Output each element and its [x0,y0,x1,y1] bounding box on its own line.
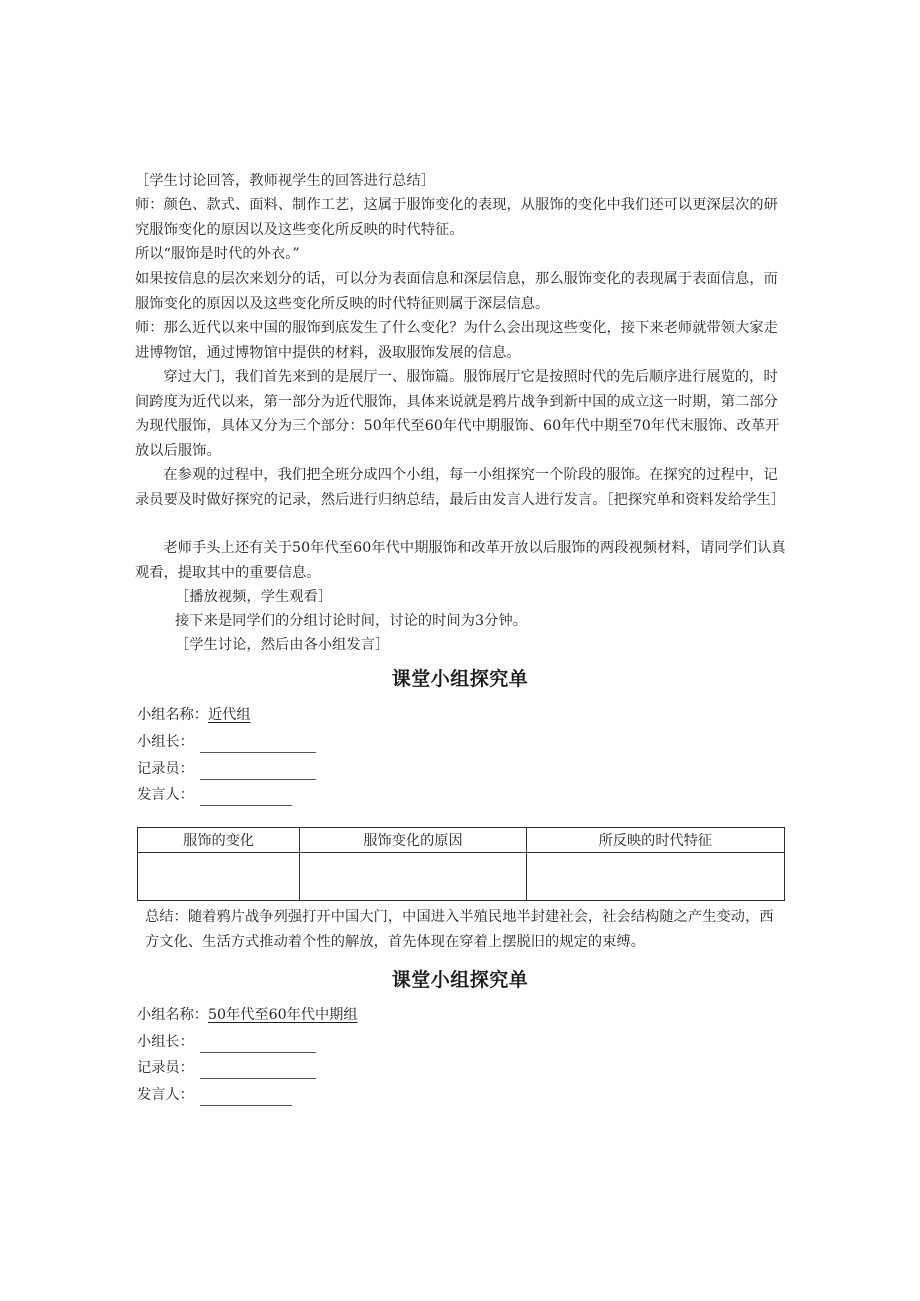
recorder-blank-line-2 [200,1062,316,1079]
recorder-label-2: 记录员： [137,1060,194,1076]
recorder-field [137,758,316,780]
stage-direction-discussion: ［学生讨论回答，教师视学生的回答进行总结］ [135,173,436,189]
speaker-blank-line-2 [200,1089,292,1106]
worksheet-title: 课堂小组探究单 [391,668,529,690]
speaker-label: 发言人： [137,787,194,803]
recorder-label: 记录员： [137,761,194,777]
recorder-field-2 [137,1057,316,1079]
exhibition-paragraph: 穿过大门，我们首先来到的是展厅一、服饰篇。服饰展厅它是按照时代的先后顺序进行展览的，时间跨度为近代以来，第一部分为近代服饰，具体来说就是鸦片战争到新中国的成立这一时期，第二部分为现代服饰，具体又分为三个部分：50年代至60年代中期服饰、60年代中期至70年代末服饰、改革开放以后服饰。 [135,369,780,459]
table-header-row [138,828,785,853]
speaker-label-2: 发言人： [137,1087,194,1103]
worksheet-summary: 总结：随着鸦片战争列强打开中国大门，中国进入半殖民地半封建社会，社会结构随之产生变动，西方文化、生活方式推动着个性的解放，首先体现在穿着上摆脱旧的规定的束缚。 [145,909,774,950]
inquiry-table [137,827,785,901]
speaker-field [137,784,292,806]
group-name-field [137,704,251,726]
museum-intro-paragraph: 师：那么近代以来中国的服饰到底发生了什么变化？为什么会出现这些变化，接下来老师就带领大家走进博物馆，通过博物馆中提供的材料，汲取服饰发展的信息。 [135,320,778,361]
group-name-value-2: 50年代至60年代中期组 [207,1007,358,1023]
leader-label: 小组长： [137,734,194,750]
discussion-time-paragraph: 接下来是同学们的分组讨论时间，讨论的时间为3分钟。 [175,613,528,629]
leader-label-2: 小组长： [137,1034,194,1050]
leader-field-2 [137,1031,316,1053]
worksheet-title-2: 课堂小组探究单 [391,969,529,991]
recorder-blank-line [200,763,316,780]
teacher-summary-paragraph: 师：颜色、款式、面料、制作工艺，这属于服饰变化的表现，从服饰的变化中我们还可以更深层次的研究服饰变化的原因以及这些变化所反映的时代特征。 [135,197,778,238]
table-cell [138,853,300,901]
quote-paragraph: 所以“服饰是时代的外衣。” [135,246,300,262]
group-name-label-2: 小组名称： [137,1007,208,1023]
stage-direction-group-speak: ［学生讨论，然后由各小组发言］ [175,637,390,653]
header-clothing-change: 服饰的变化 [138,828,300,853]
video-material-paragraph: 老师手头上还有关于50年代至60年代中期服饰和改革开放以后服饰的两段视频材料，请同学们认真观看，提取其中的重要信息。 [135,540,786,581]
leader-blank-line [200,736,316,753]
table-row [138,853,785,901]
leader-field [137,731,316,753]
speaker-blank-line [200,789,292,806]
header-change-reason: 服饰变化的原因 [300,828,526,853]
group-division-paragraph: 在参观的过程中，我们把全班分成四个小组，每一小组探究一个阶段的服饰。在探究的过程中，记录员要及时做好探究的记录，然后进行归纳总结，最后由发言人进行发言。［把探究单和资料发给学生］ [135,467,786,508]
group-name-label: 小组名称： [137,707,208,723]
header-era-feature: 所反映的时代特征 [526,828,784,853]
speaker-field-2 [137,1084,292,1106]
information-levels-paragraph: 如果按信息的层次来划分的话，可以分为表面信息和深层信息，那么服饰变化的表现属于表面信息，而服饰变化的原因以及这些变化所反映的时代特征则属于深层信息。 [135,271,778,312]
stage-direction-video: ［播放视频，学生观看］ [175,589,333,605]
table-cell [300,853,526,901]
group-name-field-2 [137,1004,358,1026]
leader-blank-line-2 [200,1036,316,1053]
group-name-value: 近代组 [207,707,251,723]
table-cell [526,853,784,901]
